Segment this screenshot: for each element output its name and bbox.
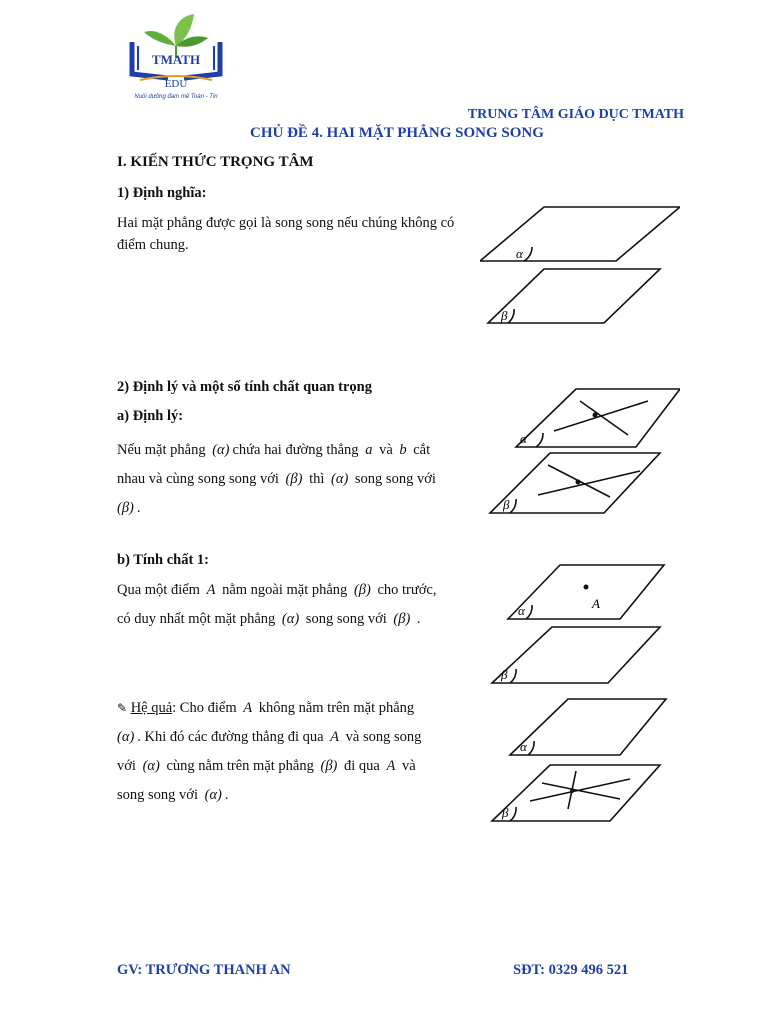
section-title: I. KIẾN THỨC TRỌNG TÂM <box>117 154 314 170</box>
definition-line-1: Hai mặt phẳng được gọi là song song nếu chúng không có <box>117 215 455 231</box>
angle-arc <box>508 309 514 323</box>
theorem-title: a) Định lý: <box>117 408 184 424</box>
angle-arc <box>510 669 516 683</box>
corollary-line-2: (α) . Khi đó các đường thẳng đi qua A và song song <box>117 729 422 745</box>
label-alpha: α <box>518 603 525 618</box>
theorem-line-1: Nếu mặt phẳng (α) chứa hai đường thẳng a và b cắt <box>117 442 431 458</box>
label-alpha: α <box>520 431 527 446</box>
angle-arc <box>510 499 516 513</box>
pencil-icon: ✎ <box>117 701 128 715</box>
label-beta: β <box>501 667 508 682</box>
topic-title: CHỦ ĐỀ 4. HAI MẶT PHẲNG SONG SONG <box>250 125 544 141</box>
property-text <box>117 576 477 634</box>
angle-arc <box>510 807 516 821</box>
angle-arc <box>536 433 543 447</box>
figure-corollary <box>492 699 666 821</box>
property-line-1: Qua một điểm A nằm ngoài mặt phẳng (β) cho trước, <box>117 582 437 598</box>
intersection-point <box>576 480 581 485</box>
logo <box>118 6 234 116</box>
definition-line-2: điểm chung. <box>117 237 189 253</box>
org-name: TRUNG TÂM GIÁO DỤC TMATH <box>467 107 684 122</box>
plane-alpha <box>480 207 680 261</box>
definition-title: 1) Định nghĩa: <box>117 185 207 201</box>
footer-phone: SĐT: 0329 496 521 <box>513 962 629 978</box>
corollary-line-1: ✎ Hệ quả: Cho điểm A không nằm trên mặt phẳng <box>117 700 415 716</box>
label-beta: β <box>503 497 510 512</box>
figure-property <box>492 565 664 683</box>
logo-brand: TMATH <box>151 52 201 67</box>
theorem-line-3: (β) . <box>117 500 141 516</box>
plane-alpha <box>516 389 680 447</box>
angle-arc <box>528 741 534 755</box>
corollary-label: Hệ quả <box>130 700 173 716</box>
label-point-A: A <box>592 596 600 611</box>
line-b <box>580 401 628 435</box>
corollary-line-3: với (α) cùng nằm trên mặt phẳng (β) đi qua A và <box>117 758 416 774</box>
theorem-line-2: nhau và cùng song song với (β) thì (α) song song với <box>117 471 436 487</box>
intersection-point <box>593 413 598 418</box>
logo-sub: EDU <box>164 78 188 90</box>
angle-arc <box>524 247 532 261</box>
angle-arc <box>526 605 532 619</box>
label-beta: β <box>502 805 509 820</box>
label-alpha: α <box>520 739 527 754</box>
property-line-2: có duy nhất một mặt phẳng (α) song song với (β) . <box>117 611 421 627</box>
corollary-line-4: song song với (α) . <box>117 787 229 803</box>
label-beta: β <box>501 308 508 323</box>
definition-text <box>117 212 487 256</box>
corollary-text <box>117 694 467 810</box>
figure-definition <box>480 207 680 323</box>
point-A <box>570 789 574 793</box>
property-title: b) Tính chất 1: <box>117 552 209 568</box>
logo-slogan: Nuôi dưỡng đam mê Toán - Tin <box>134 94 218 100</box>
label-alpha: α <box>516 246 523 261</box>
theorem-section-title: 2) Định lý và một số tính chất quan trọng <box>117 379 372 395</box>
figure-theorem <box>490 389 680 513</box>
theorem-text <box>117 436 477 523</box>
figures-panel <box>480 195 680 835</box>
plane-beta <box>492 627 660 683</box>
point-A <box>584 585 589 590</box>
footer-teacher: GV: TRƯƠNG THANH AN <box>117 962 291 978</box>
